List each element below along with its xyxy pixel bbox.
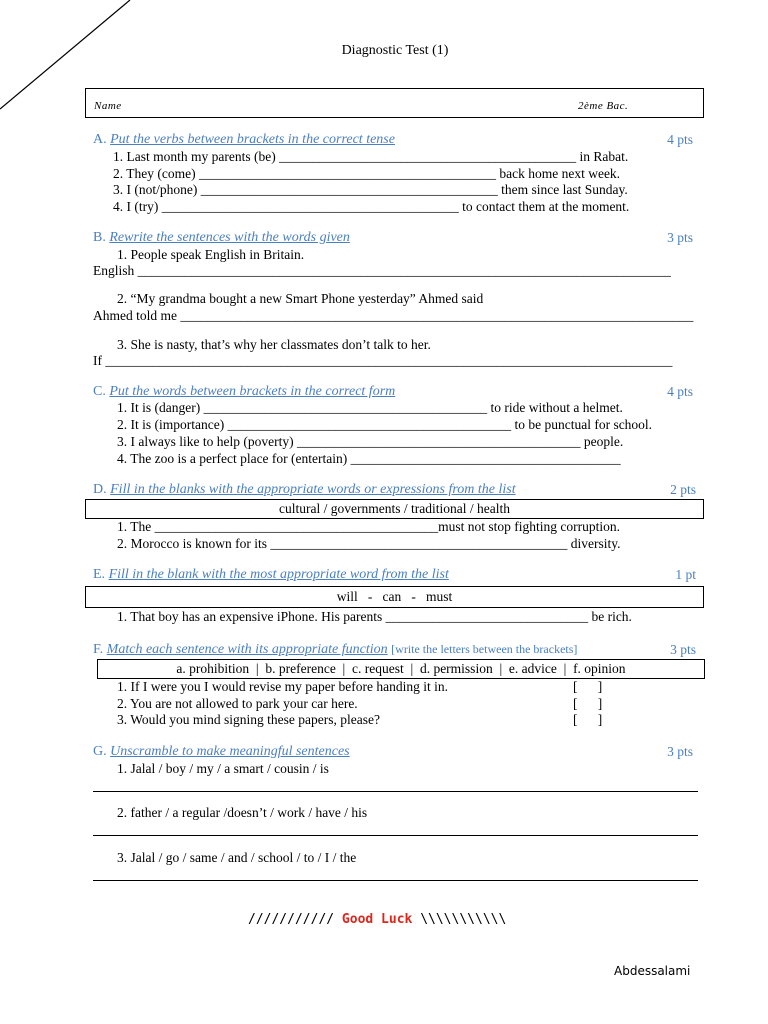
answer-line: If ____________________________________________________________________________________ — [93, 353, 673, 368]
section-d-heading: D. Fill in the blanks with the appropriate words or expressions from the list — [93, 482, 516, 497]
section-g-points: 3 pts — [667, 744, 693, 759]
section-e-points: 1 pt — [675, 567, 696, 582]
answer-bracket: [ ] — [573, 712, 603, 727]
question-line: 2. Morocco is known for its ____________________________________________ diversity. — [117, 536, 621, 551]
question-line: 3. I (not/phone) ____________________________________________ them since last Sunday. — [113, 182, 628, 197]
page-title: Diagnostic Test (1) — [341, 43, 449, 58]
question-line: 1. The __________________________________________must not stop fighting corruption. — [117, 519, 620, 534]
question-line: 3. I always like to help (poverty) __________________________________________ people. — [117, 434, 624, 449]
section-c-heading: C. Put the words between brackets in the correct form — [93, 384, 396, 399]
section-d-points: 2 pts — [670, 482, 696, 497]
section-b-heading: B. Rewrite the sentences with the words given — [93, 230, 350, 245]
section-g-heading: G. Unscramble to make meaningful sentences — [93, 744, 350, 759]
question-line: 1. If I were you I would revise my paper before handing it in. — [117, 679, 449, 694]
question-line: 1. That boy has an expensive iPhone. His parents ______________________________ be rich. — [117, 609, 632, 624]
question-line: 1. It is (danger) __________________________________________ to ride without a helmet. — [117, 400, 623, 415]
answer-bracket: [ ] — [573, 696, 603, 711]
section-e-heading: E. Fill in the blank with the most appropriate word from the list — [93, 567, 449, 582]
scrambled-words: 2. father / a regular /doesn’t / work / have / his — [117, 805, 368, 820]
question-line: 4. The zoo is a perfect place for (entertain) ________________________________________ — [117, 451, 621, 466]
answer-rule — [93, 791, 698, 792]
question-line: 3. Would you mind signing these papers, please? — [117, 712, 380, 727]
section-a-heading: A. Put the verbs between brackets in the correct tense — [93, 132, 395, 147]
word-list-box: cultural / governments / traditional / health — [85, 499, 704, 519]
scrambled-words: 1. Jalal / boy / my / a smart / cousin / is — [117, 761, 329, 776]
scrambled-words: 3. Jalal / go / same / and / school / to / I / the — [117, 850, 357, 865]
question-line: 4. I (try) ____________________________________________ to contact them at the moment. — [113, 199, 630, 214]
class-label: 2ème Bac. — [578, 100, 629, 112]
section-f-note: [write the letters between the brackets] — [391, 642, 578, 656]
author-signature: Abdessalami — [614, 964, 691, 978]
name-label: Name — [94, 100, 122, 112]
section-a-points: 4 pts — [667, 132, 693, 147]
question-sentence: 3. She is nasty, that’s why her classmates don’t talk to her. — [117, 337, 431, 352]
question-line: 2. It is (importance) __________________________________________ to be punctual for school. — [117, 417, 653, 432]
section-f-heading: F. Match each sentence with its appropriate function [write the letters between the brackets] — [93, 642, 578, 657]
question-line: 1. Last month my parents (be) ____________________________________________ in Rabat. — [113, 149, 629, 164]
question-sentence: 2. “My grandma bought a new Smart Phone yesterday” Ahmed said — [117, 291, 484, 306]
section-b-points: 3 pts — [667, 230, 693, 245]
functions-box: a. prohibition | b. preference | c. request | d. permission | e. advice | f. opinion — [97, 659, 705, 679]
section-c-points: 4 pts — [667, 384, 693, 399]
answer-rule — [93, 835, 698, 836]
section-f-points: 3 pts — [670, 642, 696, 657]
question-line: 2. You are not allowed to park your car here. — [117, 696, 358, 711]
question-sentence: 1. People speak English in Britain. — [117, 247, 305, 262]
answer-bracket: [ ] — [573, 679, 603, 694]
answer-rule — [93, 880, 698, 881]
good-luck-line: /////////// Good Luck \\\\\\\\\\\ — [248, 912, 507, 927]
good-luck-text: Good Luck — [341, 912, 413, 927]
question-line: 2. They (come) ____________________________________________ back home next week. — [113, 166, 621, 181]
name-box — [85, 88, 704, 118]
answer-line: Ahmed told me ____________________________________________________________________________ — [93, 308, 694, 323]
word-list-box: will - can - must — [85, 586, 704, 608]
answer-line: English _______________________________________________________________________________ — [93, 263, 671, 278]
